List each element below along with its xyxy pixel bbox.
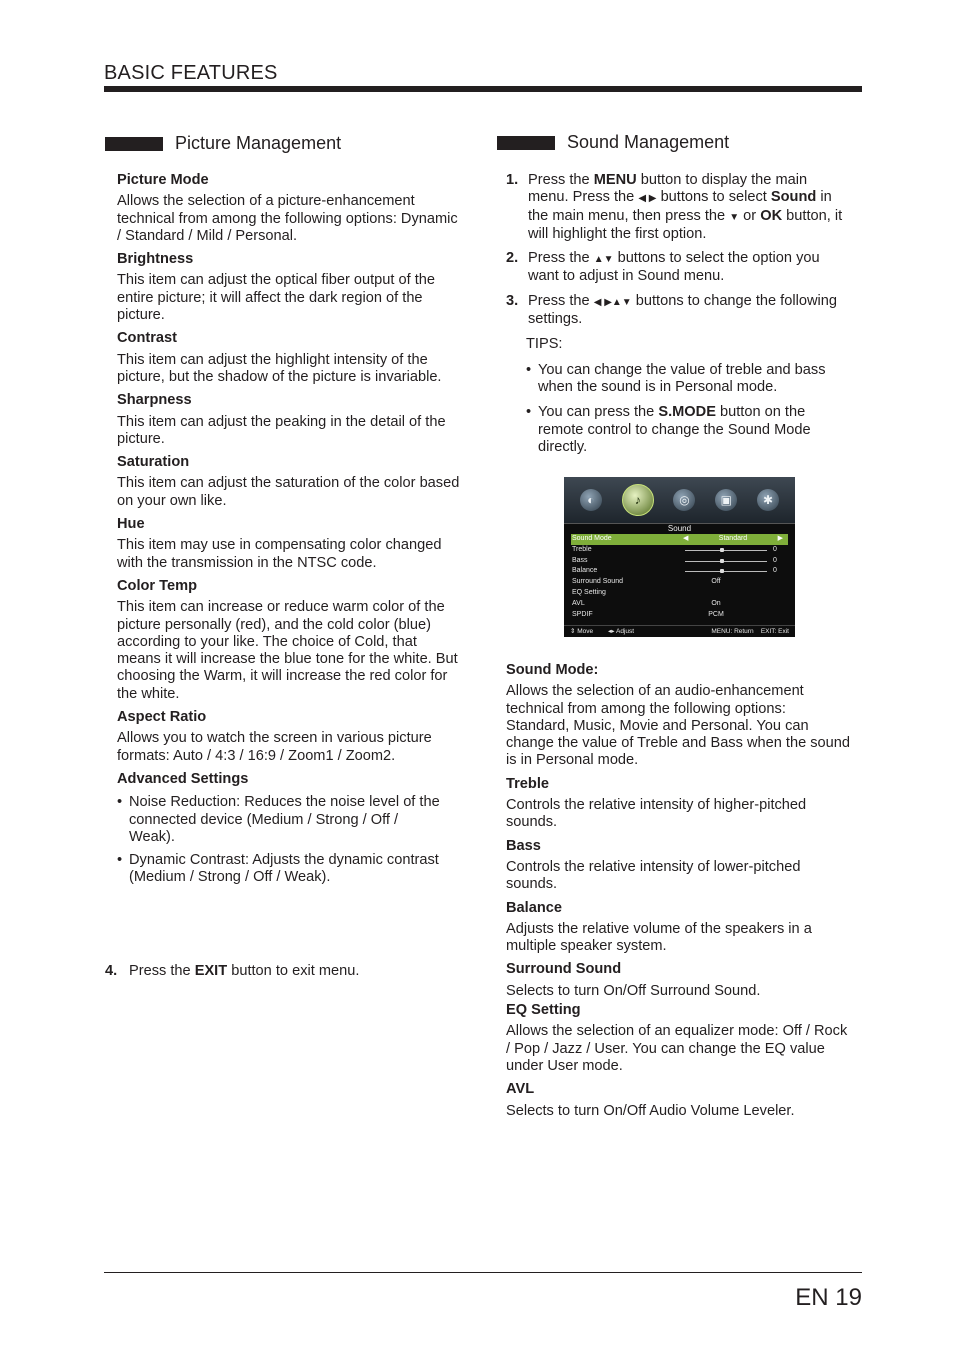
bullet-item [117, 852, 461, 887]
item-title: Brightness [117, 251, 194, 268]
bullet-item [117, 794, 461, 846]
item-text: Allows the selection of an audio-enhancement technical from among the following options: Standard, Music, Movie and Personal. You can change the value of Treble and Bass when the sound is in Personal mode. [506, 683, 851, 769]
slider-track [685, 571, 767, 572]
sound-steps [506, 166, 850, 456]
item-text: Allows you to watch the screen in various picture formats: Auto / 4:3 / 16:9 / Zoom1 / Zoom2. [117, 730, 432, 764]
row-label: Surround Sound [572, 578, 623, 586]
item-title: Picture Mode [117, 172, 209, 188]
picture-management-heading [105, 133, 341, 154]
row-label: Sound Mode [572, 535, 612, 542]
menu-row-surround [564, 577, 795, 588]
picture-management-content [117, 172, 461, 887]
menu-row-avl [564, 599, 795, 610]
step-number: 1. [506, 172, 519, 188]
step-number: 4. [105, 963, 118, 979]
sound-descriptions [506, 662, 850, 1122]
item-title: Sound Mode: [506, 662, 599, 678]
left-arrow-icon: ◀ [683, 535, 689, 542]
menu-row-treble [564, 545, 795, 556]
left-right-arrows-icon: ◀ ▶ [638, 193, 657, 205]
row-label: Bass [572, 556, 588, 564]
item-title: Saturation [117, 454, 190, 471]
move-hint: ⇕ Move [570, 628, 594, 635]
item-title: EQ Setting [506, 1002, 581, 1019]
row-label: Treble [572, 545, 592, 553]
item-title: Aspect Ratio [117, 709, 207, 726]
bullet-text: Noise Reduction: Reduces the noise level of the connected device (Medium / Strong / Off / Weak). [129, 794, 440, 845]
menu-title: Sound [564, 523, 795, 534]
menu-row-sound-mode [571, 534, 788, 545]
advanced-settings-title: Advanced Settings [117, 770, 249, 787]
bullet-dot: • [526, 404, 532, 421]
footer-rule [104, 1272, 862, 1273]
item-text: This item can adjust the peaking in the detail of the picture. [117, 413, 446, 447]
slider-knob [720, 548, 724, 552]
tip-text: You can press the S.MODE button on the remote control to change the Sound Mode directly. [538, 404, 811, 455]
row-value: Standard [718, 535, 748, 542]
menu-footer [564, 625, 795, 637]
item-text: Controls the relative intensity of higher-pitched sounds. [506, 797, 807, 831]
item-text: This item can adjust the saturation of the color based on your own like. [117, 475, 460, 509]
heading-text: Sound Management [567, 132, 730, 152]
step-number: 2. [506, 250, 519, 267]
picture-menu-icon: ◐ [580, 489, 602, 511]
menu-row-bass [564, 556, 795, 567]
header-rule [104, 86, 862, 92]
bullet-dot: • [117, 794, 123, 811]
page-number: EN 19 [795, 1284, 862, 1311]
menu-row-balance [564, 566, 795, 577]
row-label: EQ Setting [572, 588, 606, 596]
row-label: AVL [572, 599, 585, 607]
bullet-dot: • [526, 361, 532, 378]
row-value: 0 [773, 567, 777, 575]
step-4 [105, 957, 445, 980]
row-value: Off [711, 578, 721, 586]
step-text: Press the ▲▼ buttons to select the option you want to adjust in Sound menu. [528, 250, 820, 285]
row-value: On [711, 599, 721, 607]
row-label: SPDIF [572, 610, 593, 618]
setup-gear-icon: ✱ [757, 489, 779, 511]
item-text: This item can adjust the optical fiber output of the entire picture; it will affect the dark region of the picture. [117, 272, 435, 324]
sound-menu-screenshot [564, 477, 795, 637]
step-text: Press the ◀ ▶▲▼ buttons to change the following settings. [528, 292, 837, 328]
item-text: This item can increase or reduce warm color of the picture personally (red), and the cold color (blue) according to your like. The choice of Cold, that means it will increase the blue tone for the white. But choosing the Warm, it will increase the red color for the white. [117, 599, 458, 702]
up-down-icon: ⇕ [570, 628, 576, 635]
sound-management-heading [497, 132, 729, 153]
menu-row-eq [564, 588, 795, 599]
item-title: Balance [506, 899, 562, 916]
lock-menu-icon: ▣ [715, 489, 737, 511]
step-1 [506, 172, 850, 243]
tip-text: You can change the value of treble and bass when the sound is in Personal mode. [538, 361, 826, 395]
slider-knob [720, 569, 724, 573]
tip-item [526, 404, 850, 456]
item-text: Selects to turn On/Off Surround Sound. [506, 982, 761, 999]
item-text: Controls the relative intensity of lower-pitched sounds. [506, 858, 801, 893]
heading-text: Picture Management [175, 133, 342, 153]
item-text: Allows the selection of an equalizer mode: Off / Rock / Pop / Jazz / User. You can change the EQ value under User mode. [506, 1023, 848, 1074]
item-text: This item can adjust the highlight intensity of the picture, but the shadow of the picture is invariable. [117, 351, 442, 385]
item-title: Hue [117, 516, 145, 533]
down-arrow-icon: ▼ [729, 211, 740, 223]
step-text: Press the MENU button to display the main menu. Press the ◀ ▶ buttons to select Sound in the main menu, then press the ▼ or OK button, it will highlight the first option. [528, 172, 843, 242]
row-value: PCM [708, 610, 724, 618]
item-title: Contrast [117, 330, 177, 347]
item-text: Selects to turn On/Off Audio Volume Leveler. [506, 1102, 795, 1119]
up-down-arrows-icon: ▲▼ [593, 254, 614, 266]
item-title: AVL [506, 1081, 535, 1098]
step-text: Press the EXIT button to exit menu. [129, 963, 360, 979]
step-3 [506, 293, 850, 329]
heading-bar [497, 136, 555, 150]
channel-menu-icon: ◎ [673, 489, 695, 511]
tip-item [526, 362, 850, 397]
item-text: Allows the selection of a picture-enhancement technical from among the following options: Dynamic / Standard / Mild / Personal. [117, 193, 458, 244]
item-title: Surround Sound [506, 961, 622, 978]
direction-arrows-icon: ◀ ▶▲▼ [593, 296, 632, 308]
left-right-icon: ◂▸ [608, 628, 615, 635]
sound-menu-icon: ♪ [622, 484, 654, 516]
heading-bar [105, 137, 163, 151]
step-number: 3. [506, 292, 519, 309]
bullet-dot: • [117, 852, 123, 869]
item-title: Treble [506, 775, 549, 792]
menu-icon-bar [564, 477, 795, 523]
item-text: This item may use in compensating color changed with the transmission in the NTSC code. [117, 537, 442, 571]
row-value: 0 [773, 556, 777, 564]
slider-track [685, 550, 767, 551]
menu-row-spdif [564, 610, 795, 621]
item-text: Adjusts the relative volume of the speakers in a multiple speaker system. [506, 920, 812, 955]
row-label: Balance [572, 567, 598, 575]
tips-label: TIPS: [526, 336, 563, 353]
slider-knob [720, 559, 724, 563]
bullet-text: Dynamic Contrast: Adjusts the dynamic contrast (Medium / Strong / Off / Weak). [129, 852, 439, 886]
row-value: 0 [773, 545, 777, 553]
return-exit-hint: MENU: Return EXIT: Exit [711, 628, 789, 635]
item-title: Color Temp [117, 577, 197, 594]
slider-track [685, 561, 767, 562]
page-header-title: BASIC FEATURES [104, 62, 278, 84]
right-arrow-icon: ▶ [777, 535, 783, 542]
item-title: Bass [506, 837, 541, 854]
step-2 [506, 250, 850, 286]
item-title: Sharpness [117, 392, 192, 409]
adjust-hint: ◂▸ Adjust [608, 628, 635, 635]
